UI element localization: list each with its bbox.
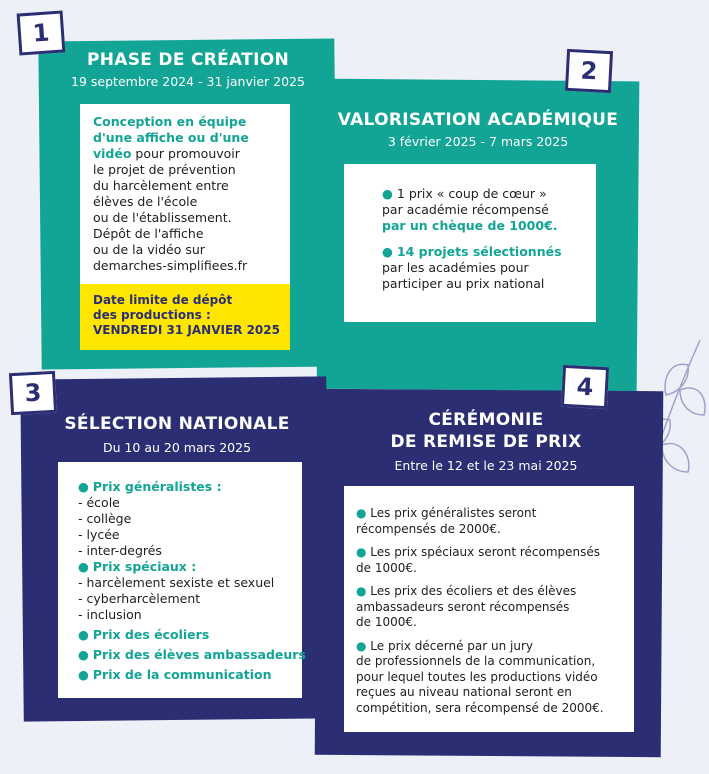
step2-item2-line-3: participer au prix national xyxy=(382,276,545,291)
step3-number-badge: 3 xyxy=(9,371,57,415)
step3-spec-item-1: - harcèlement sexiste et sexuel xyxy=(78,575,275,590)
step1-line-8: Dépôt de l'affiche xyxy=(93,226,204,241)
step2-title: VALORISATION ACADÉMIQUE xyxy=(337,110,619,130)
step4-p4-line-5: compétition, sera récompensé de 2000€. xyxy=(356,700,604,715)
step3-speciaux: ● Prix spéciaux : xyxy=(78,559,197,574)
step3-communication: ● Prix de la communication xyxy=(78,667,272,682)
step4-p4-line-2: de professionnels de la communication, xyxy=(356,654,596,668)
step1-line-7: ou de l'établissement. xyxy=(93,210,232,225)
step4-p4-line-3: pour lequel toutes les productions vidéo xyxy=(356,669,598,684)
step1-deadline-box xyxy=(80,284,290,350)
step3-gen-item-3: - lycée xyxy=(78,527,120,542)
step1-deadline-line-3: VENDREDI 31 JANVIER 2025 xyxy=(93,323,280,337)
step2-date: 3 février 2025 - 7 mars 2025 xyxy=(387,134,569,149)
step4-p3-line-2: ambassadeurs seront récompensés xyxy=(356,599,570,614)
step4-date: Entre le 12 et le 23 mai 2025 xyxy=(394,458,578,473)
step1-date: 19 septembre 2024 - 31 janvier 2025 xyxy=(71,74,305,89)
step4-number-badge: 4 xyxy=(561,365,609,409)
step4-p3-line-3: de 1000€. xyxy=(356,615,417,629)
step2-number-badge: 2 xyxy=(565,49,613,93)
step3-ambassadeurs: ● Prix des élèves ambassadeurs xyxy=(78,647,306,662)
step1-deadline-line-1: Date limite de dépôt xyxy=(93,293,233,307)
step3-generalistes: ● Prix généralistes : xyxy=(78,479,222,494)
step1-line-10: demarches-simplifiees.fr xyxy=(93,258,248,273)
step1-deadline-line-2: des productions : xyxy=(93,308,211,322)
step3-gen-item-2: - collège xyxy=(78,511,132,526)
step4-p3-line-1: ● Les prix des écoliers et des élèves xyxy=(356,584,577,598)
step3-title: SÉLECTION NATIONALE xyxy=(64,414,290,434)
step4-p4-line-4: reçues au niveau national seront en xyxy=(356,685,572,699)
step3-spec-item-3: - inclusion xyxy=(78,607,142,622)
step4-p1-line-2: récompensés de 2000€. xyxy=(356,521,501,536)
step1-line-1: Conception en équipe xyxy=(93,114,247,129)
step1-number-badge: 1 xyxy=(17,10,66,55)
step3-gen-item-1: - école xyxy=(78,495,120,510)
step3-gen-item-4: - inter-degrés xyxy=(78,543,162,558)
step2-item1-line-2: par académie récompensé xyxy=(382,202,549,217)
step4-description-box xyxy=(344,486,634,732)
step1-line-5: du harcèlement entre xyxy=(93,178,229,193)
step2-description-box xyxy=(344,164,596,322)
step4-title-line-2: DE REMISE DE PRIX xyxy=(390,432,582,452)
step2-item2-line-2: par les académies pour xyxy=(382,260,529,275)
step4-title-line-1: CÉRÉMONIE xyxy=(428,410,544,430)
step2-item1-line-1: ● 1 prix « coup de cœur » xyxy=(382,186,547,201)
step1-description-box xyxy=(80,104,290,284)
step3-spec-item-2: - cyberharcèlement xyxy=(78,591,201,606)
step4-p1-line-1: ● Les prix généralistes seront xyxy=(356,506,537,520)
step3-description-box xyxy=(58,462,306,698)
step3-date: Du 10 au 20 mars 2025 xyxy=(102,440,252,455)
step1-line-2: d'une affiche ou d'une xyxy=(93,130,249,145)
step4-p2-line-2: de 1000€. xyxy=(356,560,417,575)
step2-item2-line-1: ● 14 projets sélectionnés xyxy=(382,244,562,259)
step3-ecoliers: ● Prix des écoliers xyxy=(78,627,210,642)
step2-item1-line-3: par un chèque de 1000€. xyxy=(382,218,558,233)
step1-line-6: élèves de l'école xyxy=(93,194,198,209)
step1-line-4: le projet de prévention xyxy=(93,162,236,177)
step1-line-3: vidéo pour promouvoir xyxy=(93,146,240,161)
step1-line-9: ou de la vidéo sur xyxy=(93,242,205,257)
step4-p2-line-1: ● Les prix spéciaux seront récompensés xyxy=(356,545,601,559)
step1-title: PHASE DE CRÉATION xyxy=(87,50,289,70)
step4-p4-line-1: ● Le prix décerné par un jury xyxy=(356,638,533,653)
